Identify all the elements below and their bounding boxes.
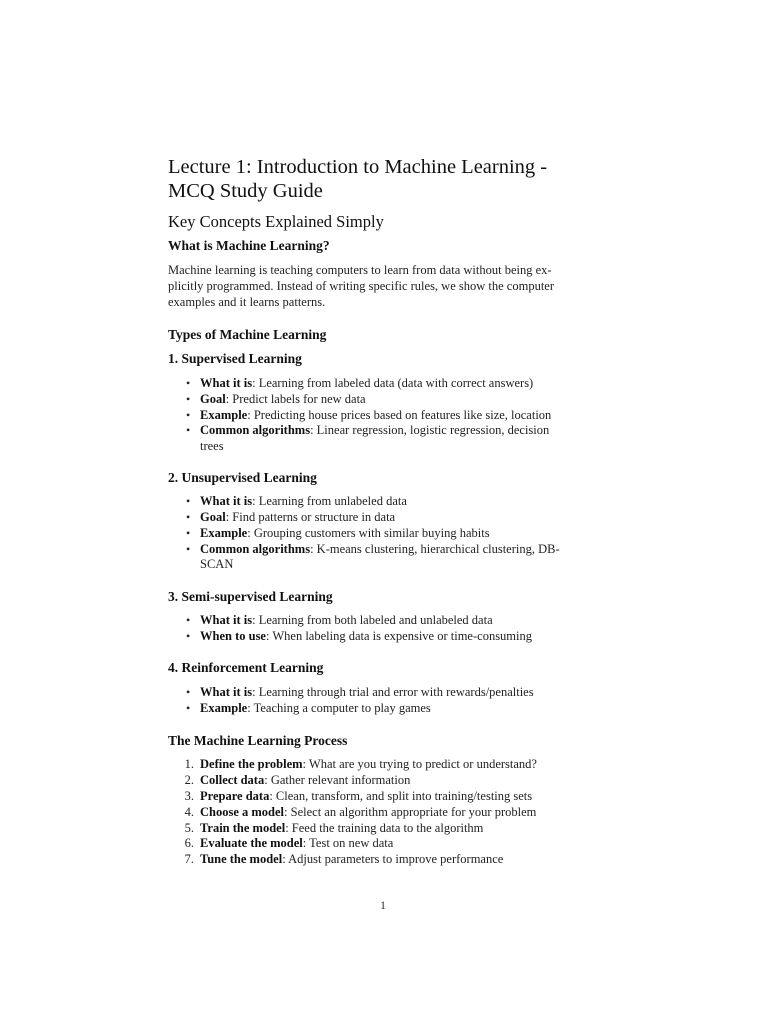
- list-item: • What it is: Learning through trial and error with rewards/penalties: [186, 685, 534, 699]
- list-item: • Common algorithms: K-means clustering, hierarchical clustering, DB-: [186, 542, 560, 556]
- list-item: • What it is: Learning from labeled data (data with correct answers): [186, 376, 534, 390]
- bullet-icon: •: [186, 376, 191, 390]
- bullet-icon: •: [186, 494, 191, 508]
- bullet-icon: •: [186, 392, 191, 406]
- bullet-icon: •: [186, 629, 191, 643]
- page-number: 1: [380, 898, 386, 912]
- section-subtitle: Key Concepts Explained Simply: [168, 212, 384, 231]
- what-is-ml-paragraph-line-1: Machine learning is teaching computers to learn from data without being ex-: [168, 263, 552, 277]
- list-item: • Example: Predicting house prices based on features like size, location: [186, 408, 552, 422]
- supervised-heading: 1. Supervised Learning: [168, 351, 302, 366]
- bullet-icon: •: [186, 526, 191, 540]
- list-item: 4. Choose a model: Select an algorithm appropriate for your problem: [184, 805, 537, 819]
- what-is-ml-paragraph-line-2: plicitly programmed. Instead of writing specific rules, we show the computer: [168, 279, 555, 293]
- list-item: • Example: Grouping customers with similar buying habits: [186, 526, 490, 540]
- list-item: • Common algorithms: Linear regression, logistic regression, decision: [186, 423, 550, 437]
- bullet-icon: •: [186, 701, 191, 715]
- list-item-continuation: SCAN: [200, 557, 234, 571]
- bullet-icon: •: [186, 613, 191, 627]
- page-title-line-2: MCQ Study Guide: [168, 180, 323, 202]
- types-heading: Types of Machine Learning: [168, 327, 327, 342]
- what-is-ml-heading: What is Machine Learning?: [168, 238, 330, 253]
- bullet-icon: •: [186, 542, 191, 556]
- list-item: • Goal: Predict labels for new data: [186, 392, 366, 406]
- bullet-icon: •: [186, 685, 191, 699]
- list-item: • What it is: Learning from unlabeled data: [186, 494, 407, 508]
- list-item-continuation: trees: [200, 439, 224, 453]
- list-item: 3. Prepare data: Clean, transform, and split into training/testing sets: [184, 789, 533, 803]
- list-item: 6. Evaluate the model: Test on new data: [184, 836, 394, 850]
- page-title-line-1: Lecture 1: Introduction to Machine Learning -: [168, 156, 548, 178]
- list-item: 5. Train the model: Feed the training data to the algorithm: [184, 821, 484, 835]
- bullet-icon: •: [186, 423, 191, 437]
- semisupervised-heading: 3. Semi-supervised Learning: [168, 589, 333, 604]
- list-item: • Goal: Find patterns or structure in data: [186, 510, 396, 524]
- bullet-icon: •: [186, 408, 191, 422]
- list-item: 7. Tune the model: Adjust parameters to improve performance: [184, 852, 504, 866]
- list-item: • When to use: When labeling data is expensive or time-consuming: [186, 629, 533, 643]
- bullet-icon: •: [186, 510, 191, 524]
- process-heading: The Machine Learning Process: [168, 733, 348, 748]
- unsupervised-heading: 2. Unsupervised Learning: [168, 470, 317, 485]
- what-is-ml-paragraph-line-3: examples and it learns patterns.: [168, 295, 326, 309]
- list-item: • Example: Teaching a computer to play games: [186, 701, 431, 715]
- list-item: • What it is: Learning from both labeled and unlabeled data: [186, 613, 493, 627]
- list-item: 1. Define the problem: What are you trying to predict or understand?: [184, 757, 537, 771]
- list-item: 2. Collect data: Gather relevant information: [184, 773, 411, 787]
- reinforcement-heading: 4. Reinforcement Learning: [168, 660, 324, 675]
